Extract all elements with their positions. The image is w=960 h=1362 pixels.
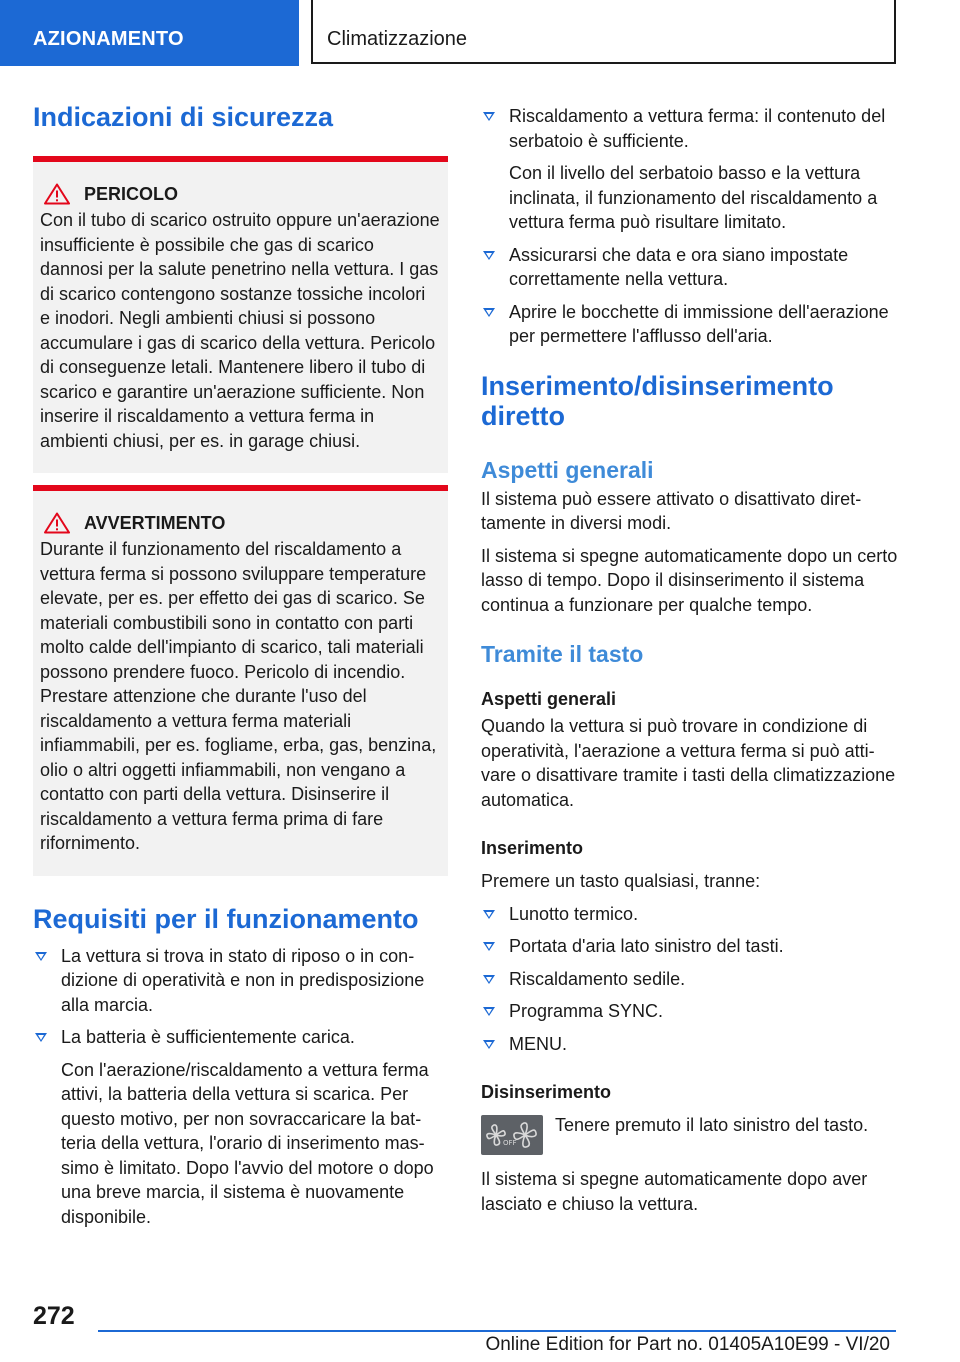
safety-heading: Indicazioni di sicurezza <box>33 102 334 132</box>
danger-box <box>33 156 448 473</box>
general-text-2: Il sistema si spegne automaticamente dopo un certo lasso di tempo. Dopo il disinserimento il sistema continua a funzionare per qualche tempo. <box>481 545 898 615</box>
danger-header <box>40 182 440 206</box>
off-text: Tenere premuto il lato sinistro del tasto. <box>555 1115 869 1135</box>
button-general-heading: Aspetti generali <box>481 689 617 709</box>
list-item-note: Con l'aerazione/riscaldamento a vettura ferma attivi, la batteria della vettura si scarica. Per questo motivo, per non sovraccaricare la batteria della vettura, l'orario di inserimento massimo è limitato. Dopo l'avvio del motore o dopo una breve marcia, il sistema è nuovamente disponibile. <box>61 1059 434 1227</box>
fan-off-icon <box>484 1119 540 1151</box>
prereq-list <box>481 104 901 349</box>
warning-triangle-icon <box>44 183 70 205</box>
bullet-triangle-icon <box>483 910 495 919</box>
left-column <box>33 100 448 1229</box>
list-item: La batteria è sufficientemente carica. Con l'aerazione/riscaldamento a vettura ferma attivi, la batteria della vettura si scarica. Per questo motivo, per non sovraccaricare la batteria della vettura, l'orario di inserimento massimo è limitato. Dopo l'avvio del motore o dopo una breve marcia, il sistema è nuovamente disponibile. <box>33 1025 448 1229</box>
footer-edition: Online Edition for Part no. 01405A10E99 - VI/20 <box>485 1334 890 1355</box>
off-instruction <box>481 1113 901 1155</box>
warning-header <box>40 511 440 535</box>
list-item: La vettura si trova in stato di riposo o in condizione di operatività e non in predisposizione alla marcia. <box>33 944 448 1018</box>
list-item: Assicurarsi che data e ora siano impostate correttamente nella vettura. <box>481 243 901 292</box>
list-item: Lunotto termico. <box>481 902 901 927</box>
section-tab[interactable]: AZIONAMENTO <box>0 0 299 66</box>
off-button-label: OFF <box>503 1139 517 1147</box>
footer-divider <box>98 1330 896 1332</box>
chapter-tab[interactable]: Climatizzazione <box>311 0 896 64</box>
bullet-triangle-icon <box>483 112 495 121</box>
list-item-note: Con il livello del serbatoio basso e la vettura inclinata, il funzionamento del riscaldamento a vettura ferma può risultare limitato. <box>509 163 878 232</box>
list-item: MENU. <box>481 1032 901 1057</box>
bullet-triangle-icon <box>35 1033 47 1042</box>
danger-label: PERICOLO <box>84 184 179 204</box>
off-heading: Disinserimento <box>481 1082 612 1102</box>
page-number: 272 <box>33 1302 75 1330</box>
warning-text: Durante il funzionamento del riscaldamento a vettura ferma si possono sviluppare temperature elevate, per es. per effetto dei gas di scarico. Se materiali combustibili sono in contatto con parti molto calde dell'impianto di scarico, tali materiali possono prendere fuoco. Pericolo di incendio. Prestare attenzione che durante l'uso del riscaldamento a vettura ferma materiali infiammabili, per es. fogliame, erba, gas, benzina, olio o altri oggetti infiammabili, non vengano a contatto con parti della vettura. Disinserire il riscaldamento a vettura ferma prima di fare rifornimento. <box>40 539 437 853</box>
button-heading: Tramite il tasto <box>481 641 644 667</box>
fan-off-button-image <box>481 1115 543 1155</box>
bullet-triangle-icon <box>483 975 495 984</box>
bullet-triangle-icon <box>483 1007 495 1016</box>
list-item: Aprire le bocchette di immissione dell'aerazione per permettere l'afflusso dell'aria. <box>481 300 901 349</box>
warning-label: AVVERTIMENTO <box>84 513 226 533</box>
requirements-heading: Requisiti per il funzionamento <box>33 903 419 934</box>
warning-box <box>33 485 448 876</box>
list-item: Portata d'aria lato sinistro del tasti. <box>481 934 901 959</box>
requirements-list <box>33 944 448 1230</box>
list-item: Riscaldamento a vettura ferma: il contenuto del serbatoio è sufficiente. Con il livello del serbatoio basso e la vettura inclinata, il funzionamento del riscaldamento a vettura ferma può risultare limitato. <box>481 104 901 235</box>
list-item: Programma SYNC. <box>481 999 901 1024</box>
bullet-triangle-icon <box>483 251 495 260</box>
right-column <box>481 100 901 1216</box>
on-heading: Inserimento <box>481 838 584 858</box>
bullet-triangle-icon <box>483 1040 495 1049</box>
bullet-triangle-icon <box>483 308 495 317</box>
list-item: Riscaldamento sedile. <box>481 967 901 992</box>
on-text: Premere un tasto qualsiasi, tranne: <box>481 871 761 891</box>
button-general-text: Quando la vettura si può trovare in condizione di operatività, l'aerazione a vettura ferma si può attivare o disattivare tramite i tasti della climatizzazione automatica. <box>481 716 896 810</box>
warning-triangle-icon <box>44 512 70 534</box>
direct-heading: Inserimento/disinserimento diretto <box>481 370 834 431</box>
general-heading: Aspetti generali <box>481 456 654 483</box>
on-exceptions-list <box>481 902 901 1057</box>
final-text: Il sistema si spegne automaticamente dopo aver lasciato e chiuso la vettura. <box>481 1169 868 1214</box>
danger-text: Con il tubo di scarico ostruito oppure un'aerazione insufficiente è possibile che gas di scarico dannosi per la salute penetrino nella vettura. I gas di scarico contengono sostanze tossiche incolori e inodori. Negli ambienti chiusi si possono accumulare i gas di scarico della vettura. Pericolo di conseguenze letali. Mantenere libero il tubo di scarico e garantire un'aerazione sufficiente. Non inserire il riscaldamento a vettura ferma in ambienti chiusi, per es. in garage chiusi. <box>40 210 440 451</box>
bullet-triangle-icon <box>35 952 47 961</box>
general-text-1: Il sistema può essere attivato o disattivato direttamente in diversi modi. <box>481 488 862 533</box>
bullet-triangle-icon <box>483 942 495 951</box>
